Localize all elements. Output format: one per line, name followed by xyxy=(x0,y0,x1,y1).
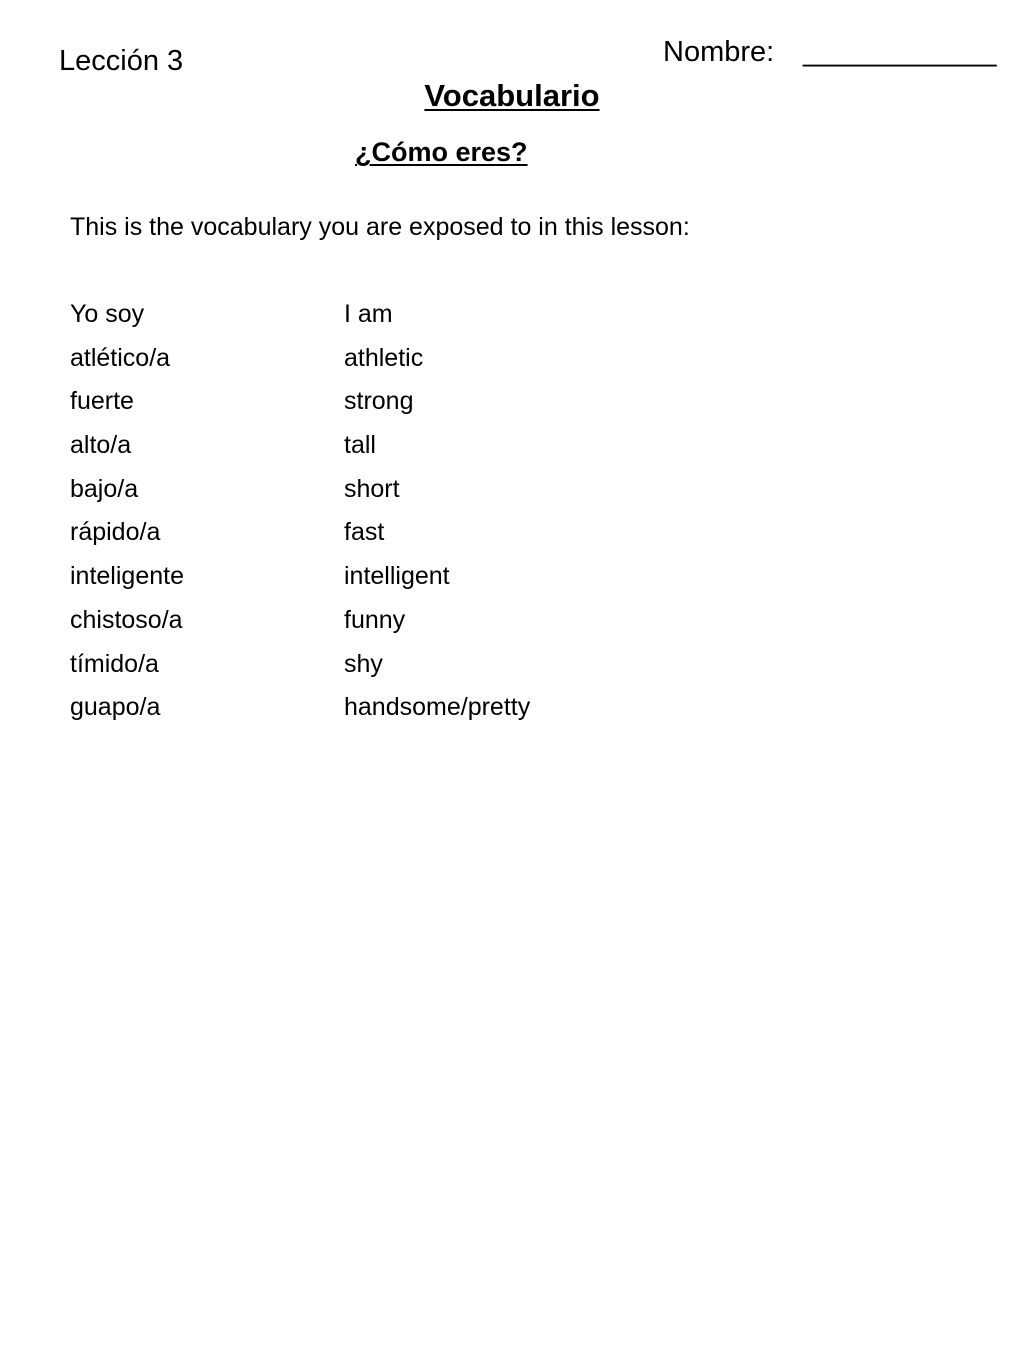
spanish-term: alto/a xyxy=(70,431,132,460)
vocabulary-row xyxy=(70,342,530,386)
vocabulary-list xyxy=(70,298,530,735)
name-blank-line: ____________ xyxy=(803,36,997,68)
spanish-term: tímido/a xyxy=(70,649,159,678)
lesson-number: Lección 3 xyxy=(59,45,184,77)
spanish-term: rápido/a xyxy=(70,518,161,547)
intro-text: This is the vocabulary you are exposed to in this lesson: xyxy=(70,213,690,241)
spanish-term: guapo/a xyxy=(70,693,161,722)
vocabulary-row xyxy=(70,560,530,604)
spanish-term: fuerte xyxy=(70,387,134,416)
english-translation: short xyxy=(344,474,400,503)
page-title: Vocabulario xyxy=(424,78,600,113)
name-label: Nombre: xyxy=(663,36,775,68)
spanish-term: chistoso/a xyxy=(70,605,183,634)
english-translation: I am xyxy=(344,300,393,328)
english-translation: athletic xyxy=(344,343,424,372)
spanish-term: inteligente xyxy=(70,562,184,591)
vocabulary-row xyxy=(70,298,530,342)
vocabulary-row xyxy=(70,429,530,473)
vocabulary-row xyxy=(70,648,530,692)
vocabulary-row xyxy=(70,516,530,560)
page-title-wrapper xyxy=(0,77,1024,115)
english-translation: tall xyxy=(344,431,376,460)
english-translation: funny xyxy=(344,605,406,634)
page-subtitle: ¿Cómo eres? xyxy=(355,137,528,167)
spanish-term: bajo/a xyxy=(70,474,139,503)
vocabulary-row xyxy=(70,604,530,648)
spanish-term: atlético/a xyxy=(70,343,171,372)
vocabulary-row xyxy=(70,473,530,517)
english-translation: handsome/pretty xyxy=(344,693,531,722)
english-translation: shy xyxy=(344,649,383,678)
vocabulary-row xyxy=(70,691,530,735)
english-translation: strong xyxy=(344,387,414,416)
spanish-term: Yo soy xyxy=(70,300,145,328)
english-translation: intelligent xyxy=(344,562,450,591)
english-translation: fast xyxy=(344,518,385,547)
vocabulary-row xyxy=(70,385,530,429)
